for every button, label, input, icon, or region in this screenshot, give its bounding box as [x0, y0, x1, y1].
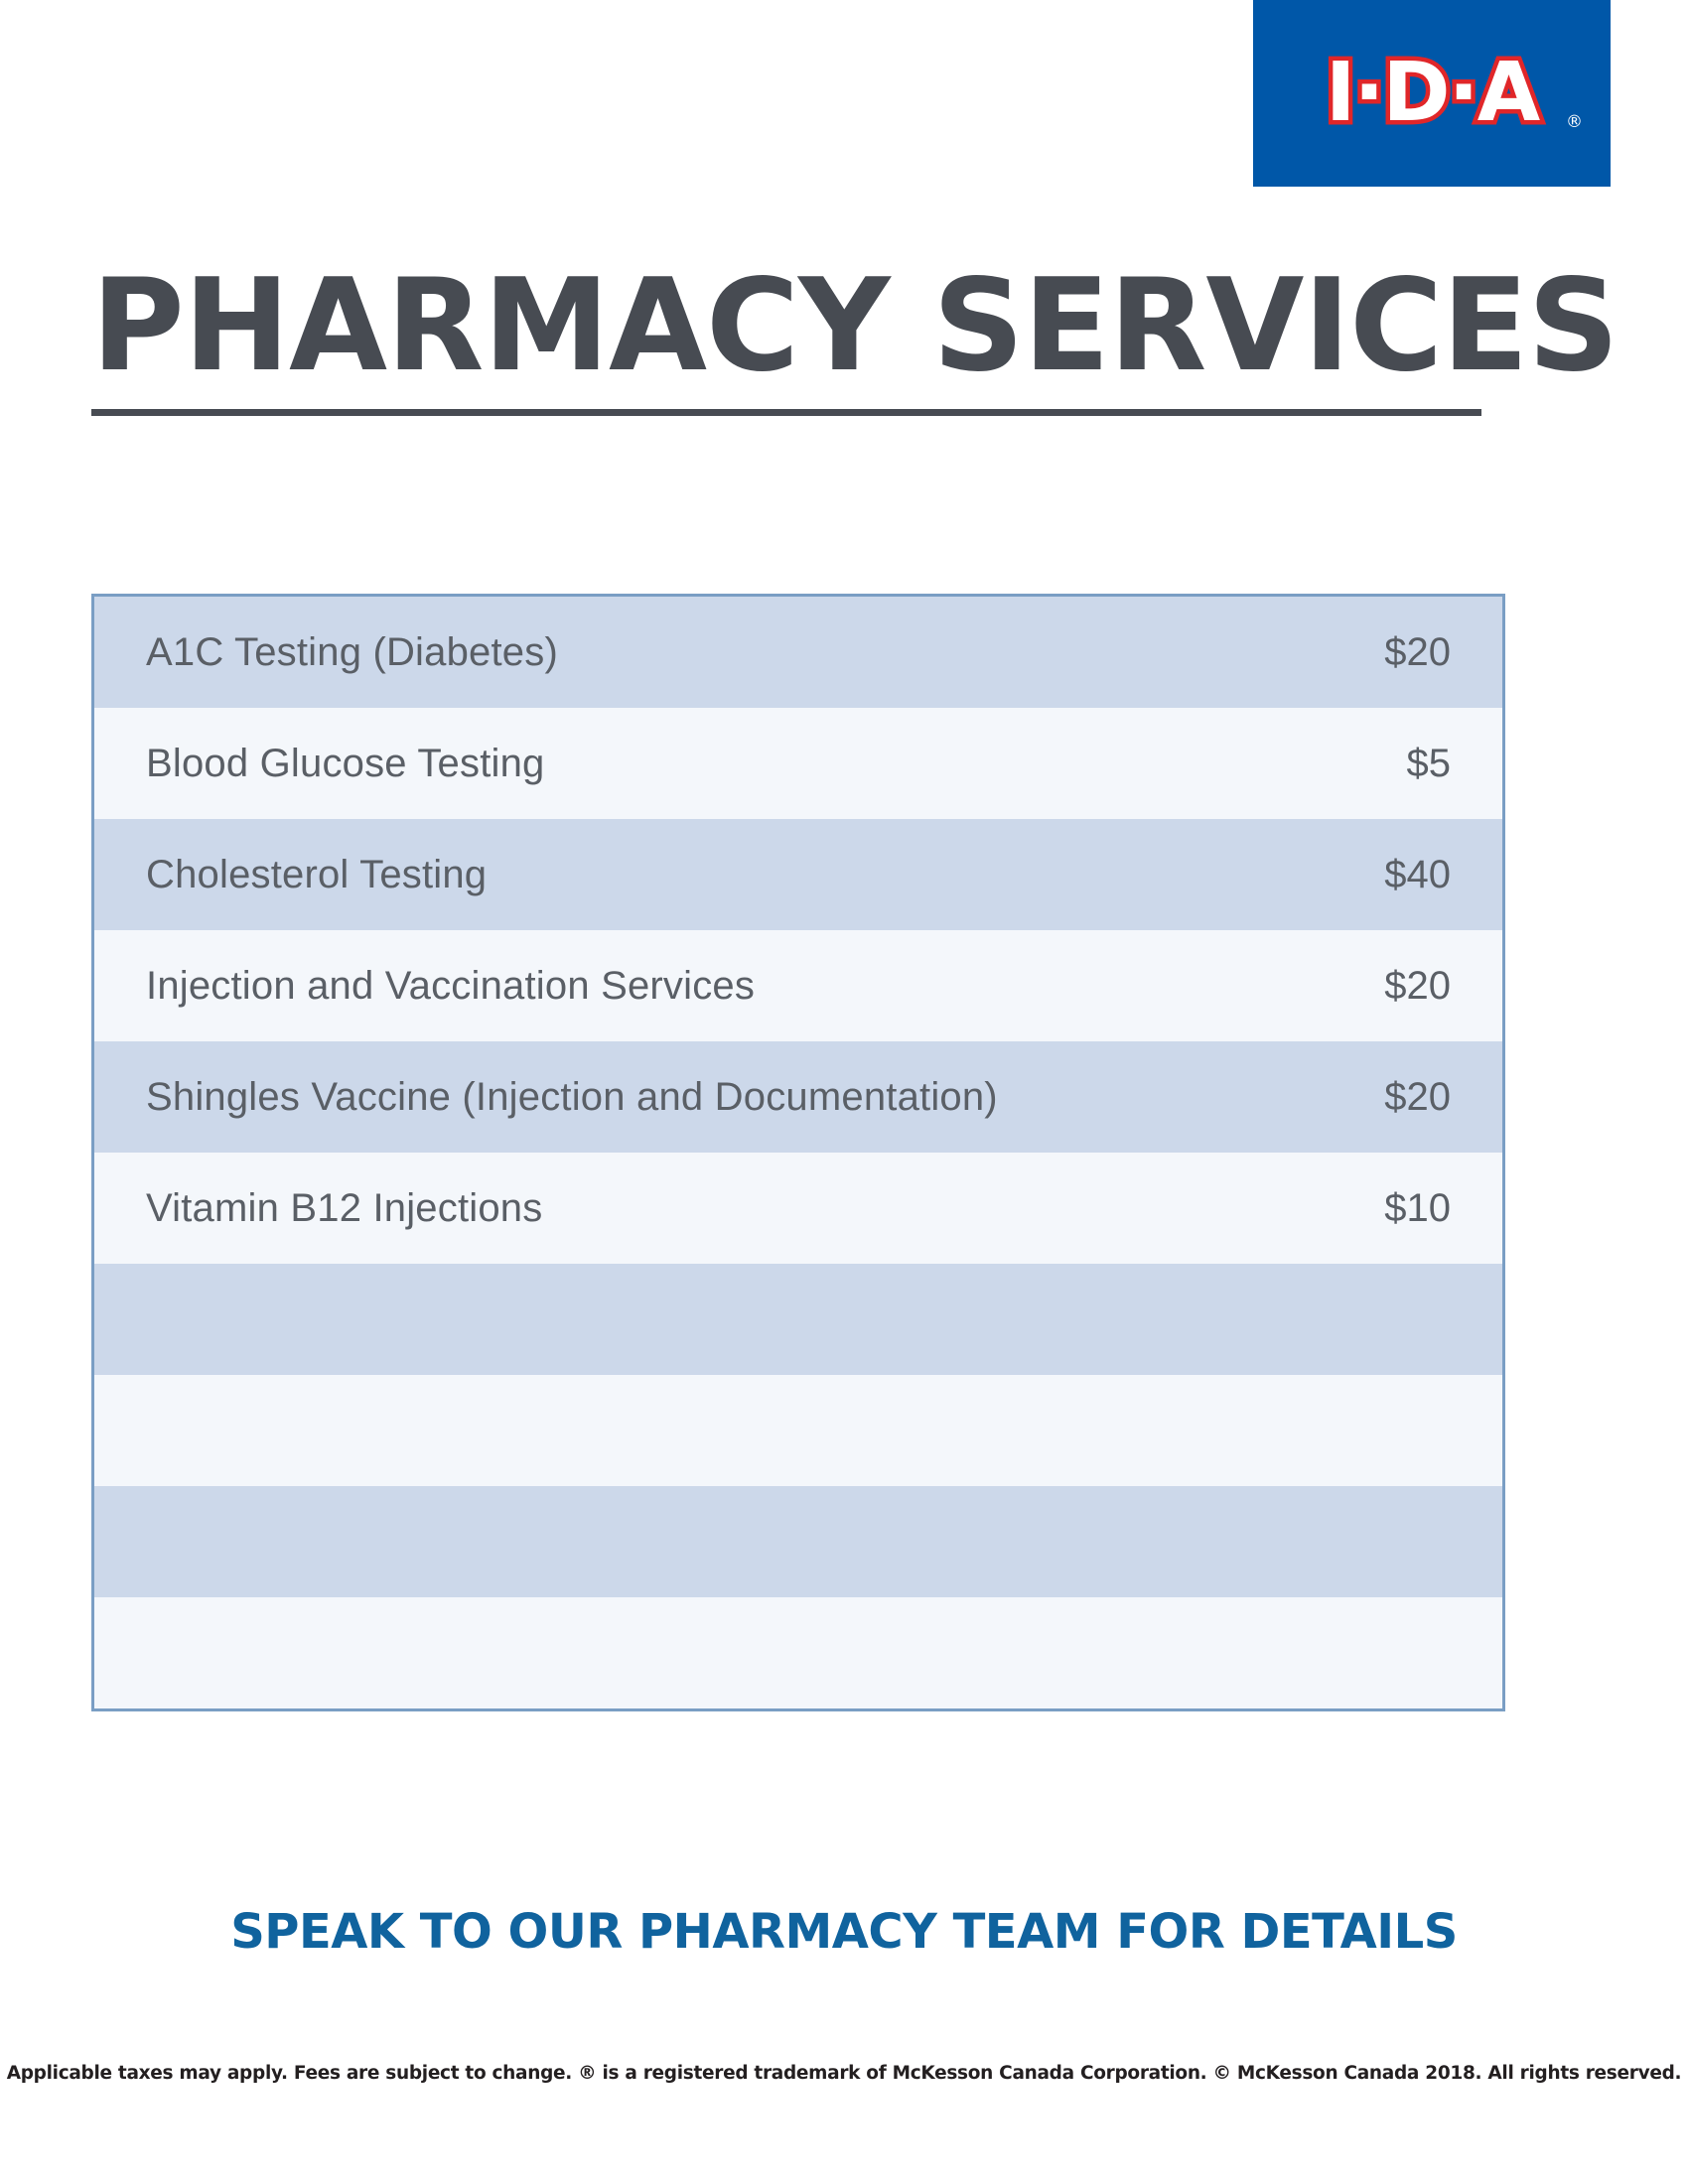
- table-row: [94, 1375, 1502, 1486]
- service-name: Injection and Vaccination Services: [146, 963, 756, 1008]
- cta-text: SPEAK TO OUR PHARMACY TEAM FOR DETAILS: [230, 1904, 1458, 1960]
- service-price: $20: [1384, 963, 1451, 1008]
- page-header: [91, 252, 1618, 416]
- table-row: [94, 1264, 1502, 1375]
- service-price: $5: [1406, 741, 1451, 785]
- title-divider: [91, 409, 1481, 416]
- service-price: $20: [1384, 1074, 1451, 1119]
- table-row: [94, 1597, 1502, 1708]
- page-title: PHARMACY SERVICES: [91, 252, 1618, 400]
- service-price: $10: [1384, 1185, 1451, 1230]
- ida-logo: [1253, 0, 1611, 187]
- table-row: [94, 1486, 1502, 1597]
- service-name: Blood Glucose Testing: [146, 741, 545, 785]
- disclaimer-text: Applicable taxes may apply. Fees are subject to change. ® is a registered trademark of McKesson Canada Corporation. © McKesson Canada 2018. All rights reserved.: [6, 2063, 1682, 2084]
- table-row: [94, 819, 1502, 930]
- services-table: [91, 594, 1505, 1711]
- registered-trademark-icon: ®: [1566, 111, 1583, 132]
- service-name: Shingles Vaccine (Injection and Documentation): [146, 1074, 998, 1119]
- service-price: $20: [1384, 629, 1451, 674]
- table-row: [94, 1153, 1502, 1264]
- service-name: Vitamin B12 Injections: [146, 1185, 543, 1230]
- ida-logo-text: I·D·A: [1325, 46, 1539, 140]
- table-row: [94, 930, 1502, 1041]
- ida-logo-inner: [1283, 42, 1581, 146]
- service-name: Cholesterol Testing: [146, 852, 488, 896]
- service-price: $40: [1384, 852, 1451, 896]
- table-row: [94, 708, 1502, 819]
- table-row: [94, 597, 1502, 708]
- service-name: A1C Testing (Diabetes): [146, 629, 558, 674]
- table-row: [94, 1041, 1502, 1153]
